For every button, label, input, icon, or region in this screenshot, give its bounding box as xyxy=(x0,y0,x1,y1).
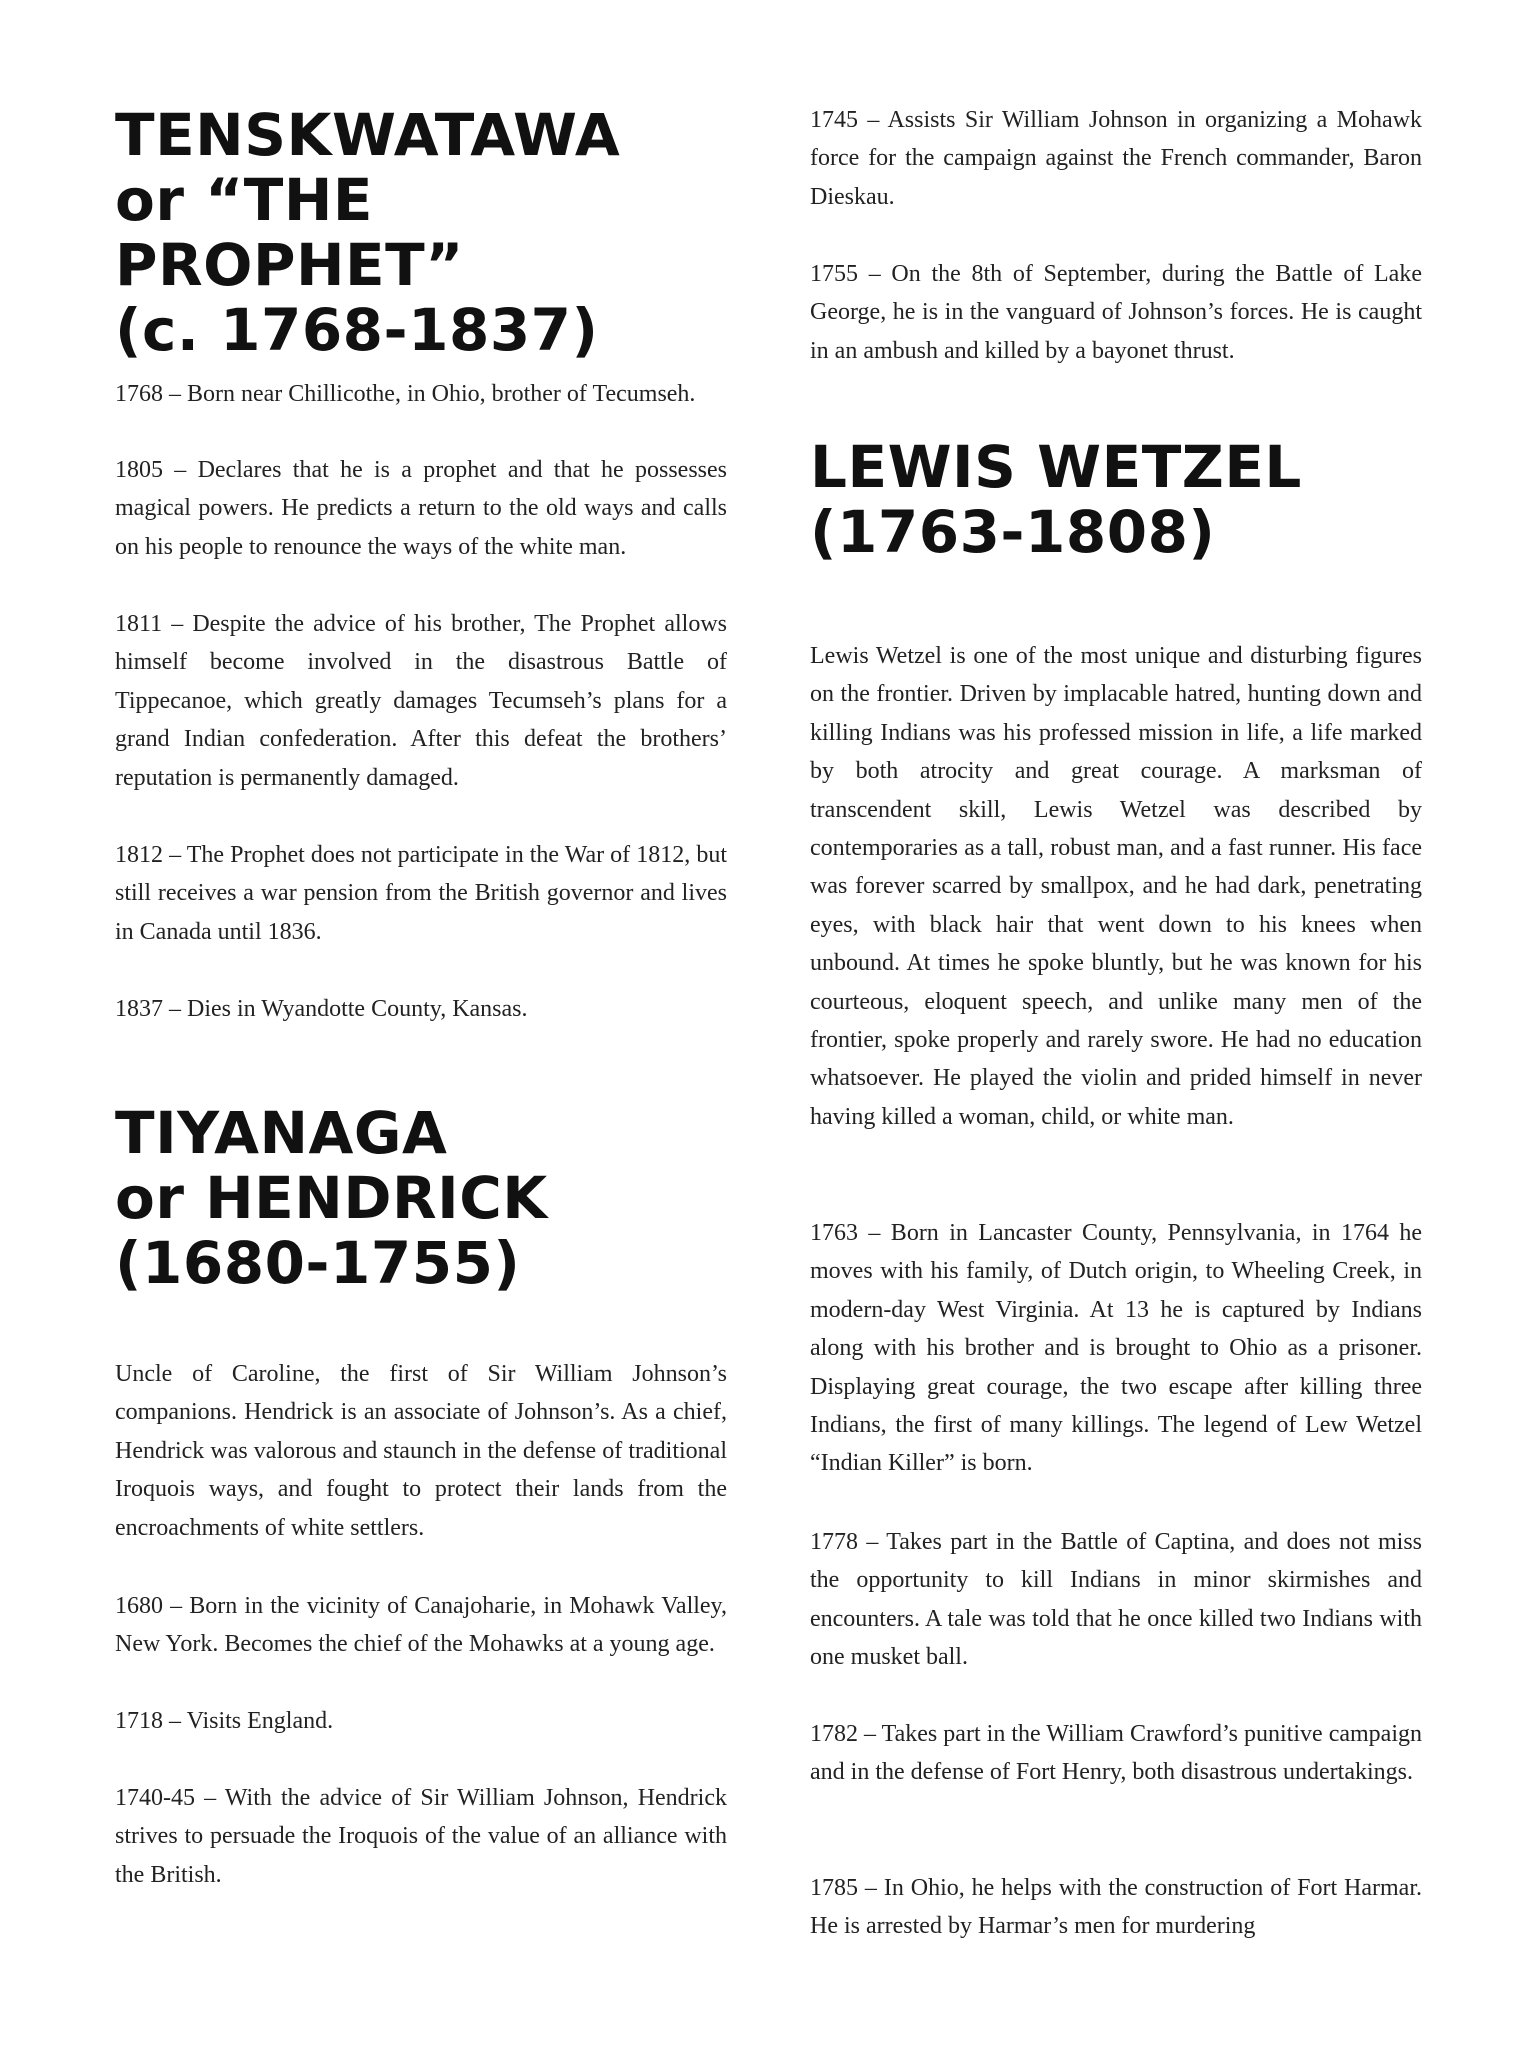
paragraph: 1837 – Dies in Wyandotte County, Kansas. xyxy=(115,996,528,1022)
paragraph: 1778 – Takes part in the Battle of Captina, and does not miss the opportunity to kill Indians in minor skirmishes and encounters. A tale was told that he once killed two Indians with one musket ball. xyxy=(810,1529,1422,1671)
heading-line: (1680-1755) xyxy=(115,1229,521,1297)
heading-line: LEWIS WETZEL xyxy=(810,433,1302,501)
heading-line: TENSKWATAWA xyxy=(115,101,621,169)
heading-line: (1763-1808) xyxy=(810,498,1216,566)
paragraph: 1782 – Takes part in the William Crawford’s punitive campaign and in the defense of Fort Henry, both disastrous undertakings. xyxy=(810,1721,1422,1786)
paragraph: 1811 – Despite the advice of his brother, The Prophet allows himself become involved in the disastrous Battle of Tippecanoe, which greatly damages Tecumseh’s plans for a grand Indian confederation. After this defeat the brothers’ reputation is permanently damaged. xyxy=(115,611,727,791)
paragraph: 1812 – The Prophet does not participate in the War of 1812, but still receives a war pension from the British governor and lives in Canada until 1836. xyxy=(115,842,727,945)
paragraph: 1718 – Visits England. xyxy=(115,1708,334,1734)
paragraph: Lewis Wetzel is one of the most unique and disturbing figures on the frontier. Driven by implacable hatred, hunting down and killing Indians was his professed mission in life, a life marked by both atrocity and great courage. A marksman of transcendent skill, Lewis Wetzel was described by contemporaries as a tall, robust man, and a fast runner. His face was forever scarred by smallpox, and he had dark, penetrating eyes, with black hair that went down to his knees when unbound. At times he spoke bluntly, but he was known for his courteous, eloquent speech, and unlike many men of the frontier, spoke properly and rarely swore. He had no education whatsoever. He played the violin and prided himself in never having killed a woman, child, or white man. xyxy=(810,643,1422,1130)
paragraph: Uncle of Caroline, the first of Sir William Johnson’s companions. Hendrick is an associate of Johnson’s. As a chief, Hendrick was valorous and staunch in the defense of traditional Iroquois ways, and fought to protect their lands from the encroachments of white settlers. xyxy=(115,1361,727,1541)
paragraph: 1745 – Assists Sir William Johnson in organizing a Mohawk force for the campaign against the French commander, Baron Dieskau. xyxy=(810,107,1422,210)
paragraph: 1740-45 – With the advice of Sir William Johnson, Hendrick strives to persuade the Iroquois of the value of an alliance with the British. xyxy=(115,1785,727,1888)
heading-lewis-wetzel xyxy=(810,435,1422,565)
paragraph: 1755 – On the 8th of September, during the Battle of Lake George, he is in the vanguard of Johnson’s forces. He is caught in an ambush and killed by a bayonet thrust. xyxy=(810,261,1422,364)
heading-line: (c. 1768-1837) xyxy=(115,296,599,364)
paragraph: 1768 – Born near Chillicothe, in Ohio, brother of Tecumseh. xyxy=(115,381,696,407)
paragraph: 1785 – In Ohio, he helps with the construction of Fort Harmar. He is arrested by Harmar’s men for murdering xyxy=(810,1875,1422,1940)
paragraph: 1763 – Born in Lancaster County, Pennsylvania, in 1764 he moves with his family, of Dutch origin, to Wheeling Creek, in modern-day West Virginia. At 13 he is captured by Indians along with his brother and is brought to Ohio as a prisoner. Displaying great courage, the two escape after killing three Indians, the first of many killings. The legend of Lew Wetzel “Indian Killer” is born. xyxy=(810,1220,1422,1477)
heading-line: or “THE PROPHET” xyxy=(115,166,464,299)
heading-line: or HENDRICK xyxy=(115,1164,548,1232)
heading-tiyanaga xyxy=(115,1101,727,1296)
heading-line: TIYANAGA xyxy=(115,1099,448,1167)
paragraph: 1680 – Born in the vicinity of Canajoharie, in Mohawk Valley, New York. Becomes the chief of the Mohawks at a young age. xyxy=(115,1593,727,1658)
heading-tenskwatawa xyxy=(115,103,727,363)
paragraph: 1805 – Declares that he is a prophet and that he possesses magical powers. He predicts a return to the old ways and calls on his people to renounce the ways of the white man. xyxy=(115,457,727,560)
